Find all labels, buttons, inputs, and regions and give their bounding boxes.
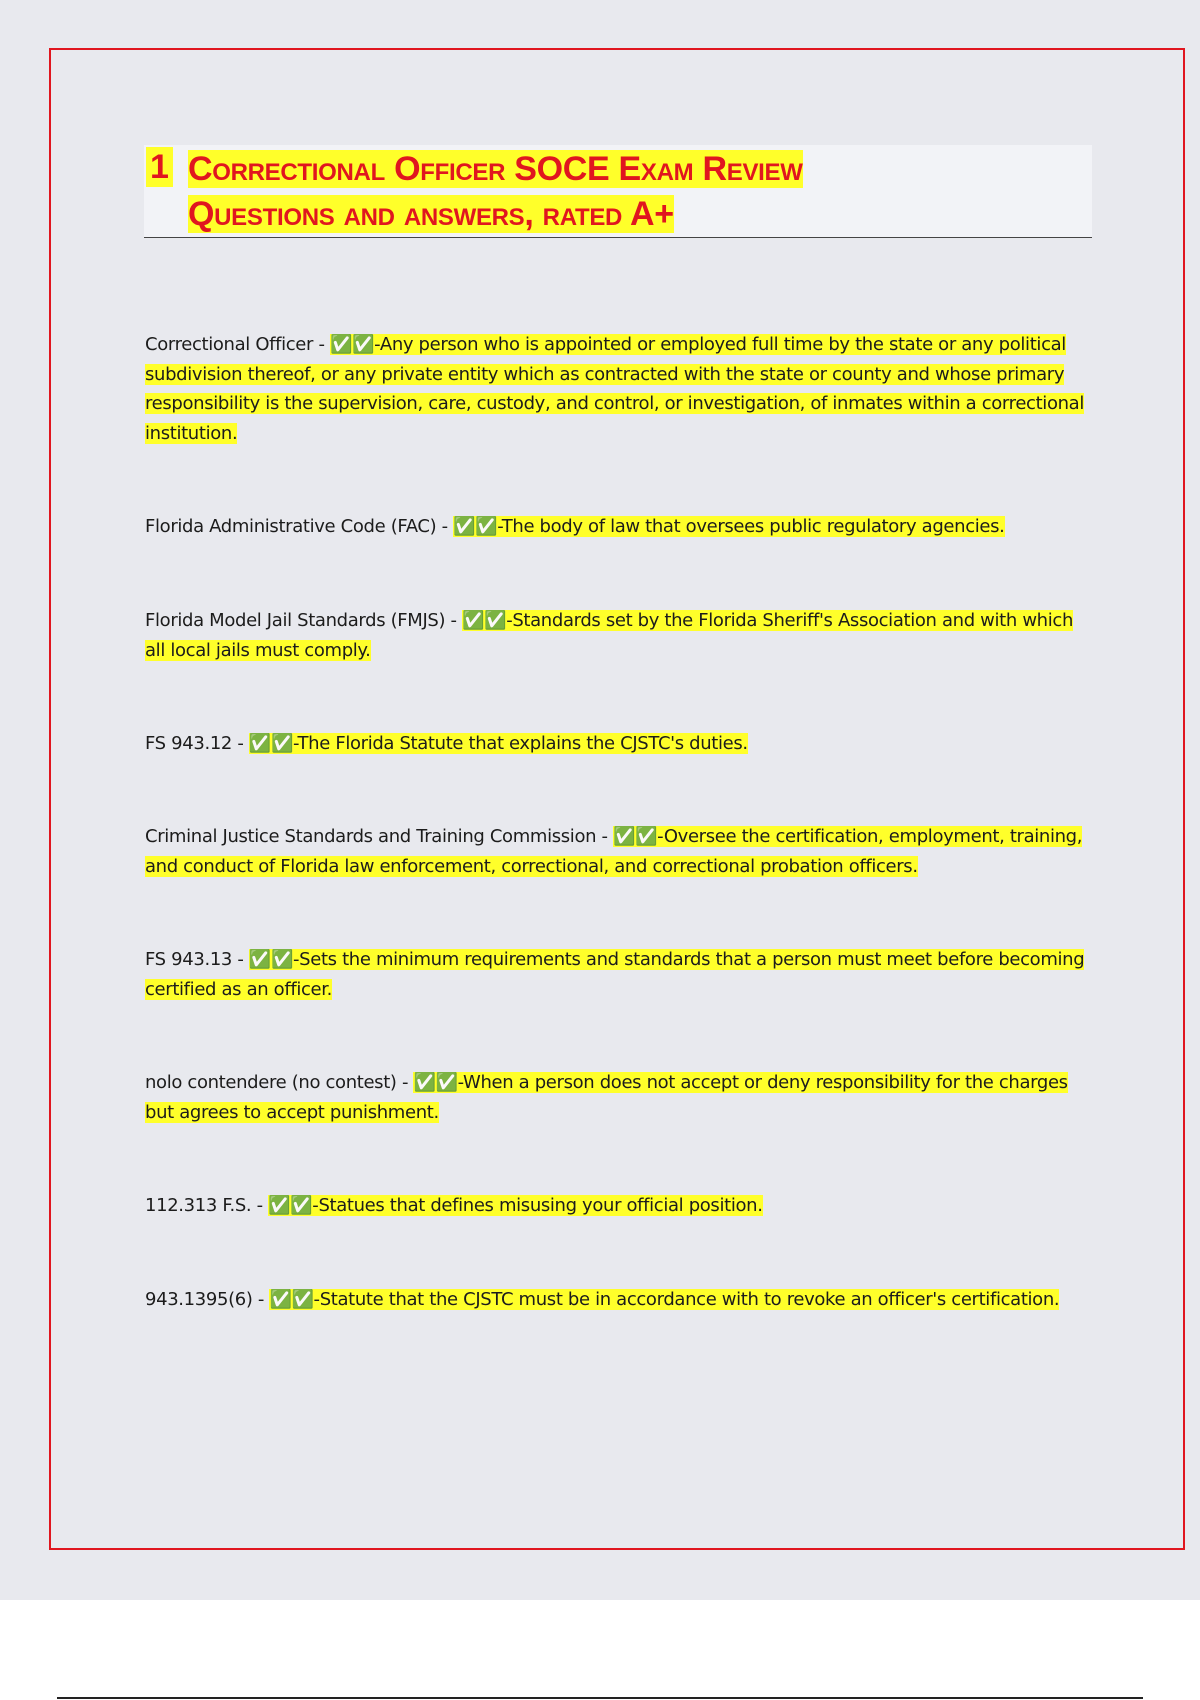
- entry-term: Criminal Justice Standards and Training Commission -: [145, 826, 614, 847]
- entry-fs-943-12: [145, 729, 1085, 759]
- entry-definition: ✅✅-The body of law that oversees public regulatory agencies.: [453, 516, 1005, 537]
- entry-943-1395: [145, 1285, 1085, 1315]
- entry-nolo-contendere: [145, 1068, 1085, 1127]
- entry-term: 112.313 F.S. -: [145, 1195, 269, 1216]
- entry-fmjs: [145, 606, 1085, 665]
- entry-definition: ✅✅-When a person does not accept or deny responsibility for the charges but agrees to accept punishment.: [145, 1072, 1068, 1123]
- entry-term: Florida Administrative Code (FAC) -: [145, 516, 454, 537]
- page-border: [49, 48, 1185, 1550]
- title-line-1: Correctional Officer SOCE Exam Review: [188, 150, 803, 188]
- entry-cjstc: [145, 822, 1085, 881]
- entry-correctional-officer: [145, 330, 1085, 448]
- entry-fac: [145, 512, 1085, 542]
- entry-fs-943-13: [145, 945, 1085, 1004]
- bottom-divider: [57, 1697, 1143, 1699]
- page-title: [188, 147, 1068, 237]
- entry-definition: ✅✅-Sets the minimum requirements and standards that a person must meet before becoming certified as an officer.: [145, 949, 1085, 1000]
- entry-term: Florida Model Jail Standards (FMJS) -: [145, 610, 463, 631]
- entry-definition: ✅✅-The Florida Statute that explains the CJSTC's duties.: [248, 733, 748, 754]
- entry-definition: ✅✅-Statute that the CJSTC must be in accordance with to revoke an officer's certification.: [269, 1289, 1060, 1310]
- entry-term: Correctional Officer -: [145, 334, 330, 355]
- entry-term: nolo contendere (no contest) -: [145, 1072, 414, 1093]
- entry-term: FS 943.12 -: [145, 733, 249, 754]
- title-block: [144, 145, 1092, 238]
- entry-definition: ✅✅-Oversee the certification, employment, training, and conduct of Florida law enforcement, correctional, and correctional probation officers.: [145, 826, 1083, 877]
- entry-112-313: [145, 1191, 1085, 1221]
- entry-definition: ✅✅-Statues that defines misusing your official position.: [268, 1195, 763, 1216]
- title-number: 1: [146, 147, 173, 187]
- title-line-2: Questions and answers, rated A+: [188, 195, 674, 233]
- entry-definition: ✅✅-Any person who is appointed or employed full time by the state or any political subdivision thereof, or any private entity which as contracted with the state or county and whose primary responsibility is the supervision, care, custody, and control, or investigation, of inmates within a correctional institution.: [145, 334, 1084, 444]
- entry-term: FS 943.13 -: [145, 949, 249, 970]
- entry-definition: ✅✅-Standards set by the Florida Sheriff's Association and with which all local jails must comply.: [145, 610, 1073, 661]
- entry-term: 943.1395(6) -: [145, 1289, 270, 1310]
